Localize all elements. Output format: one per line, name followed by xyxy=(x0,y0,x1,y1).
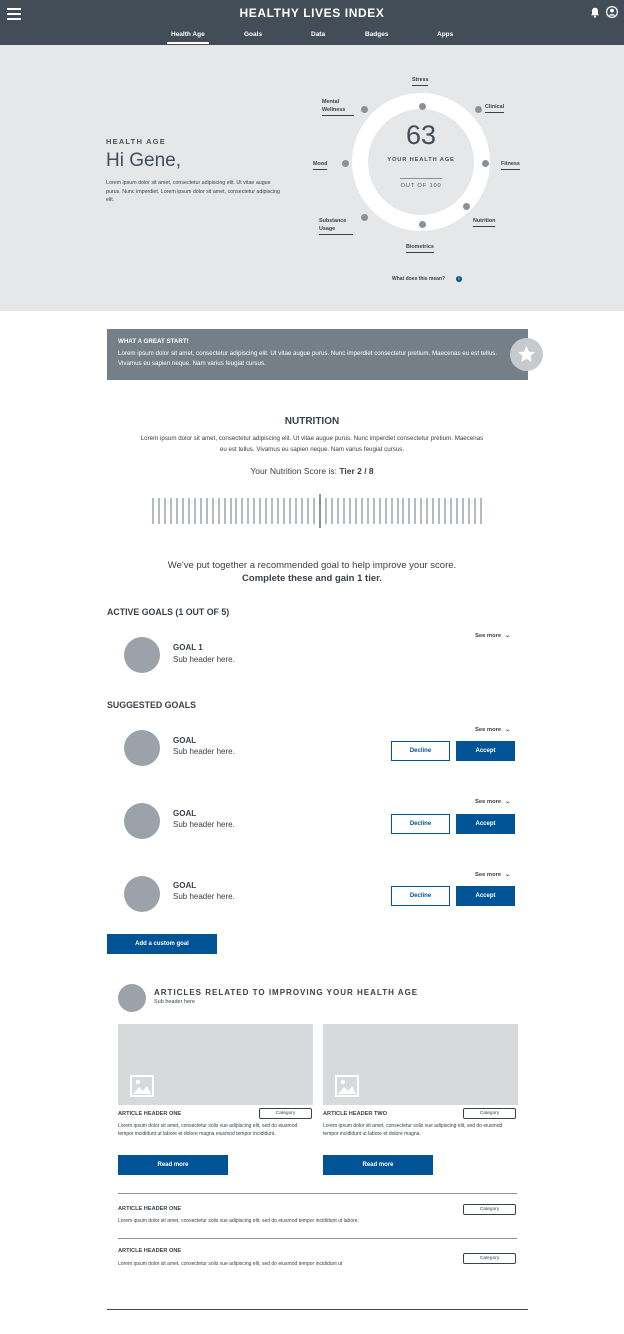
tier-mark xyxy=(480,498,482,524)
article-list-excerpt: Lorem ipsum dolor sit amet, consectetur solis vue adipiscing elit, sed do eiusmod tempor incididunt ut labore. xyxy=(118,1218,359,1224)
article-image[interactable] xyxy=(323,1024,518,1105)
image-placeholder-icon xyxy=(335,1075,359,1097)
divider xyxy=(118,1193,517,1194)
star-badge xyxy=(510,338,543,371)
nutrition-score-value: Tier 2 / 8 xyxy=(339,466,374,476)
tier-mark xyxy=(313,498,315,524)
goal-title: GOAL xyxy=(173,809,197,818)
tier-mark xyxy=(271,498,273,524)
accept-button[interactable]: Accept xyxy=(456,741,515,761)
nutrition-text: Lorem ipsum dolor sit amet, consectetur adipiscing elit. Ut vitae augue purus. Nunc imperdiet consectetur pretium. Maecenas eu est tellus. Vivamus eu sapien neque. Nam varius feugiat cursus. xyxy=(140,435,484,453)
tier-mark xyxy=(176,498,178,524)
goal-subheader: Sub header here. xyxy=(173,820,235,829)
tier-mark xyxy=(218,498,220,524)
nutrition-score xyxy=(0,466,624,476)
tab-goals[interactable]: Goals xyxy=(244,31,263,38)
see-more-link[interactable] xyxy=(475,798,510,805)
tab-apps[interactable]: Apps xyxy=(437,31,454,38)
article-title[interactable]: ARTICLE HEADER ONE xyxy=(118,1111,182,1117)
article-excerpt: Lorem ipsum dolor sit amet, consectetur solis vue adipiscing elit, sed do eiusmod tempor incididunt ut labore et dolore magna eiusmod tempor incididunt. xyxy=(118,1123,298,1137)
article-list-title[interactable]: ARTICLE HEADER ONE xyxy=(118,1248,182,1254)
chevron-down-icon: ⌄ xyxy=(505,872,511,878)
goal-avatar xyxy=(124,730,160,766)
tier-mark xyxy=(397,498,399,524)
recommendation-cta: Complete these and gain 1 tier. xyxy=(242,573,382,584)
tier-mark xyxy=(391,498,393,524)
read-more-button[interactable]: Read more xyxy=(323,1155,433,1175)
hero-greeting: Hi Gene, xyxy=(106,150,181,171)
tier-mark xyxy=(420,498,422,524)
banner-title: WHAT A GREAT START! xyxy=(118,338,189,345)
goal-avatar xyxy=(124,637,160,673)
goal-subheader: Sub header here. xyxy=(173,892,235,901)
chevron-down-icon: ⌄ xyxy=(505,633,511,639)
health-age-score: 63 xyxy=(405,120,437,150)
user-icon[interactable] xyxy=(606,6,618,18)
tier-mark xyxy=(158,498,160,524)
score-caption: YOUR HEALTH AGE xyxy=(387,157,455,163)
article-list-title[interactable]: ARTICLE HEADER ONE xyxy=(118,1206,182,1212)
tier-mark xyxy=(414,498,416,524)
tier-mark xyxy=(385,498,387,524)
decline-button[interactable]: Decline xyxy=(391,886,450,906)
category-mood[interactable]: Mood xyxy=(313,160,327,170)
category-stress[interactable]: Stress xyxy=(412,76,428,86)
image-placeholder-icon xyxy=(130,1075,154,1097)
score-out-of: OUT OF 100 xyxy=(400,183,442,189)
tier-mark xyxy=(182,498,184,524)
tier-mark xyxy=(206,498,208,524)
tier-mark xyxy=(230,498,232,524)
tier-mark xyxy=(408,498,410,524)
top-bar xyxy=(0,0,624,45)
tier-mark xyxy=(325,498,327,524)
hero-label: HEALTH AGE xyxy=(106,137,166,146)
tier-mark xyxy=(265,498,267,524)
info-icon[interactable]: i xyxy=(456,276,462,282)
see-more-link[interactable] xyxy=(475,871,510,878)
tier-mark xyxy=(432,498,434,524)
tier-mark xyxy=(295,498,297,524)
articles-subheader: Sub header here xyxy=(154,999,195,1005)
category-substance-usage[interactable]: Substance Usage xyxy=(319,217,353,235)
tier-mark xyxy=(367,498,369,524)
tier-mark xyxy=(170,498,172,524)
tier-mark xyxy=(188,498,190,524)
tier-mark xyxy=(474,498,476,524)
chevron-down-icon: ⌄ xyxy=(505,799,511,805)
tier-mark xyxy=(426,498,428,524)
goal-subheader: Sub header here. xyxy=(173,747,235,756)
score-divider xyxy=(400,178,442,179)
nutrition-score-label: Your Nutrition Score is: xyxy=(250,466,340,476)
tier-mark xyxy=(462,498,464,524)
divider xyxy=(118,1238,517,1239)
category-button[interactable]: Category xyxy=(259,1108,312,1119)
tier-mark xyxy=(349,498,351,524)
tier-mark xyxy=(343,498,345,524)
tier-mark xyxy=(307,498,309,524)
tier-mark xyxy=(235,498,237,524)
category-fitness[interactable]: Fitness xyxy=(501,160,520,170)
suggested-goals-heading: SUGGESTED GOALS xyxy=(107,700,196,710)
hero-text: Lorem ipsum dolor sit amet, consectetur adipiscing elit. Ut vitae augue purus. Nunc imperdiet. Lorem ipsum dolor sit amet, consectetur adipiscing elit. xyxy=(106,180,280,203)
tier-mark xyxy=(277,498,279,524)
accept-button[interactable]: Accept xyxy=(456,886,515,906)
chevron-down-icon: ⌄ xyxy=(505,727,511,733)
add-custom-goal-button[interactable]: Add a custom goal xyxy=(107,934,217,954)
tier-mark xyxy=(247,498,249,524)
tier-mark xyxy=(241,498,243,524)
category-dot-clinical[interactable] xyxy=(475,106,482,113)
read-more-button[interactable]: Read more xyxy=(118,1155,228,1175)
category-dot-substance-usage[interactable] xyxy=(361,214,368,221)
recommendation-text: We've put together a recommended goal to help improve your score. xyxy=(167,560,457,571)
health-age-hero xyxy=(0,45,624,311)
tier-mark xyxy=(456,498,458,524)
article-excerpt: Lorem ipsum dolor sit amet, consectetur solis vue adipiscing elit, sed do eiusmod tempor incididunt ut labore et dolore magna. xyxy=(323,1123,503,1137)
category-biometrics[interactable]: Biometrics xyxy=(406,243,434,253)
category-dot-mood[interactable] xyxy=(342,160,349,167)
tier-mark xyxy=(164,498,166,524)
tier-mark xyxy=(402,498,404,524)
articles-avatar xyxy=(118,984,146,1012)
tab-bar xyxy=(0,31,624,45)
see-more-label: See more xyxy=(475,872,502,878)
tier-mark xyxy=(331,498,333,524)
tier-mark xyxy=(289,498,291,524)
articles-heading: ARTICLES RELATED TO IMPROVING YOUR HEALTH AGE xyxy=(154,988,419,997)
goal-avatar xyxy=(124,876,160,912)
category-nutrition[interactable]: Nutrition xyxy=(473,217,495,227)
article-image[interactable] xyxy=(118,1024,313,1105)
tier-mark xyxy=(468,498,470,524)
tier-mark xyxy=(361,498,363,524)
achievement-banner xyxy=(107,329,528,380)
nutrition-title: NUTRITION xyxy=(284,416,340,427)
tier-marker-current xyxy=(319,494,321,528)
app-title: HEALTHY LIVES INDEX xyxy=(239,6,385,20)
tier-mark xyxy=(200,498,202,524)
tier-mark xyxy=(152,498,154,524)
tab-badges[interactable]: Badges xyxy=(365,31,389,38)
see-more-link[interactable] xyxy=(475,726,510,733)
tier-mark xyxy=(373,498,375,524)
category-dot-stress[interactable] xyxy=(419,103,426,110)
see-more-label: See more xyxy=(475,799,502,805)
category-button[interactable]: Category xyxy=(463,1253,516,1264)
goal-title: GOAL xyxy=(173,736,197,745)
tier-mark xyxy=(379,498,381,524)
tier-mark xyxy=(224,498,226,524)
goal-subheader: Sub header here. xyxy=(173,655,235,664)
tab-health-age[interactable]: Health Age xyxy=(171,31,205,38)
goal-avatar xyxy=(124,803,160,839)
see-more-label: See more xyxy=(475,633,502,639)
tier-scale xyxy=(150,498,484,524)
tier-mark xyxy=(337,498,339,524)
page-bottom-divider xyxy=(107,1309,528,1310)
tier-mark xyxy=(283,498,285,524)
help-link[interactable]: What does this mean? xyxy=(392,276,446,282)
goal-title: GOAL xyxy=(173,881,197,890)
tier-mark xyxy=(438,498,440,524)
article-title[interactable]: ARTICLE HEADER TWO xyxy=(323,1111,388,1117)
tier-mark xyxy=(355,498,357,524)
decline-button[interactable]: Decline xyxy=(391,741,450,761)
see-more-link[interactable] xyxy=(475,632,510,639)
category-clinical[interactable]: Clinical xyxy=(485,103,504,113)
tier-mark xyxy=(450,498,452,524)
bell-icon[interactable] xyxy=(590,7,600,18)
banner-text: Lorem ipsum dolor sit amet, consectetur adipiscing elit. Ut vitae augue purus. Nunc imperdiet consectetur pretium. Maecenas eu est tellus. Vivamus eu sapien neque. Nam varius feugiat cursus. xyxy=(118,350,497,367)
tab-data[interactable]: Data xyxy=(311,31,326,38)
category-mental-wellness[interactable]: Mental Wellness xyxy=(322,98,354,116)
tier-mark xyxy=(253,498,255,524)
category-dot-nutrition[interactable] xyxy=(463,203,470,210)
tier-mark xyxy=(194,498,196,524)
accept-button[interactable]: Accept xyxy=(456,814,515,834)
decline-button[interactable]: Decline xyxy=(391,814,450,834)
category-button[interactable]: Category xyxy=(463,1108,516,1119)
goal-title: GOAL 1 xyxy=(173,643,203,652)
tier-mark xyxy=(301,498,303,524)
category-button[interactable]: Category xyxy=(463,1204,516,1215)
tier-mark xyxy=(444,498,446,524)
category-dot-mental-wellness[interactable] xyxy=(361,106,368,113)
star-icon xyxy=(510,338,543,371)
tier-mark xyxy=(259,498,261,524)
tier-mark xyxy=(212,498,214,524)
category-dot-biometrics[interactable] xyxy=(419,221,426,228)
active-goals-heading: ACTIVE GOALS (1 OUT OF 5) xyxy=(107,607,230,617)
article-list-excerpt: Lorem ipsum dolor sit amet, consectetur solis vue adipiscing elit, sed do eiusmod tempor incididunt ut xyxy=(118,1261,343,1267)
see-more-label: See more xyxy=(475,727,502,733)
category-dot-fitness[interactable] xyxy=(482,160,489,167)
